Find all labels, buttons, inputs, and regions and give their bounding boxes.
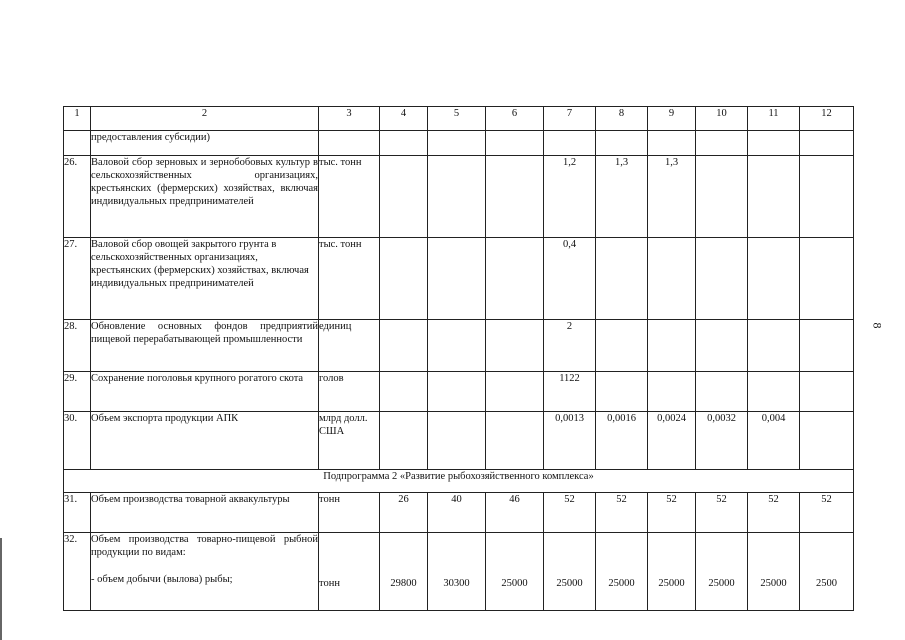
unit-cell: единиц	[319, 320, 380, 372]
row-number: 30.	[64, 412, 91, 470]
value-cell: 46	[486, 493, 544, 533]
value-cell: 25000	[486, 533, 544, 611]
header-cell: 6	[486, 107, 544, 131]
value-cell: 52	[696, 493, 748, 533]
header-cell: 8	[596, 107, 648, 131]
value-cell: 25000	[696, 533, 748, 611]
row-number: 26.	[64, 156, 91, 238]
value-cell: 52	[596, 493, 648, 533]
header-cell: 11	[748, 107, 800, 131]
value-cell: 25000	[648, 533, 696, 611]
header-row	[64, 107, 854, 131]
indicator-name-cell	[91, 533, 319, 611]
table-row	[64, 493, 854, 533]
indicator-name: Валовой сбор зерновых и зернобобовых культур в сельскохозяйственных организациях, крестьянских (фермерских) хозяйствах, включая индивидуальных предпринимателей	[91, 156, 319, 238]
page-number: 8	[870, 322, 885, 329]
unit-cell: тыс. тонн	[319, 156, 380, 238]
header-cell: 4	[380, 107, 428, 131]
value-cell: 52	[800, 493, 854, 533]
header-cell: 12	[800, 107, 854, 131]
table-row	[64, 238, 854, 320]
value-cell: 52	[748, 493, 800, 533]
subprogram-row	[64, 470, 854, 493]
value-cell: 30300	[428, 533, 486, 611]
unit-cell: тыс. тонн	[319, 238, 380, 320]
indicators-table	[63, 106, 854, 611]
value-cell: 2500	[800, 533, 854, 611]
header-cell: 1	[64, 107, 91, 131]
row-number: 31.	[64, 493, 91, 533]
indicator-name: Обновление основных фондов предприятий пищевой перерабатывающей промышленности	[91, 320, 319, 372]
unit-cell: тонн	[319, 533, 380, 611]
value-cell: 1,3	[648, 156, 696, 238]
value-cell: 1,2	[544, 156, 596, 238]
value-cell: 0,0013	[544, 412, 596, 470]
indicator-name: Объем производства товарной аквакультуры	[91, 493, 319, 533]
value-cell: 0,0024	[648, 412, 696, 470]
value-cell: 0,0016	[596, 412, 648, 470]
indicator-name: Сохранение поголовья крупного рогатого скота	[91, 372, 319, 412]
value-cell: 26	[380, 493, 428, 533]
value-cell: 52	[544, 493, 596, 533]
header-cell: 7	[544, 107, 596, 131]
scan-edge-mark	[0, 538, 2, 640]
table-row	[64, 372, 854, 412]
header-cell: 10	[696, 107, 748, 131]
unit-cell: голов	[319, 372, 380, 412]
row-number: 27.	[64, 238, 91, 320]
value-cell: 29800	[380, 533, 428, 611]
value-cell: 40	[428, 493, 486, 533]
indicator-subitem: - объем добычи (вылова) рыбы;	[91, 574, 233, 585]
header-cell: 9	[648, 107, 696, 131]
value-cell: 0,004	[748, 412, 800, 470]
subprogram-title: Подпрограмма 2 «Развитие рыбохозяйственного комплекса»	[64, 470, 854, 493]
table-row	[64, 320, 854, 372]
continuation-text: предоставления субсидии)	[91, 131, 319, 156]
table-row	[64, 156, 854, 238]
value-cell: 0,4	[544, 238, 596, 320]
value-cell: 25000	[748, 533, 800, 611]
row-number: 28.	[64, 320, 91, 372]
header-cell: 5	[428, 107, 486, 131]
table-row	[64, 131, 854, 156]
row-number: 32.	[64, 533, 91, 611]
indicator-name: Объем производства товарно-пищевой рыбной продукции по видам:	[91, 534, 318, 558]
value-cell: 1,3	[596, 156, 648, 238]
table-row	[64, 533, 854, 611]
table-row	[64, 412, 854, 470]
row-number: 29.	[64, 372, 91, 412]
value-cell: 25000	[544, 533, 596, 611]
value-cell: 1122	[544, 372, 596, 412]
indicator-name: Объем экспорта продукции АПК	[91, 412, 319, 470]
unit-cell: млрд долл. США	[319, 412, 380, 470]
value-cell: 52	[648, 493, 696, 533]
unit-cell: тонн	[319, 493, 380, 533]
value-cell: 0,0032	[696, 412, 748, 470]
header-cell: 2	[91, 107, 319, 131]
value-cell: 2	[544, 320, 596, 372]
indicator-name: Валовой сбор овощей закрытого грунта в сельскохозяйственных организациях, крестьянских (фермерских) хозяйствах, включая индивидуальных предпринимателей	[91, 238, 319, 320]
value-cell: 25000	[596, 533, 648, 611]
header-cell: 3	[319, 107, 380, 131]
